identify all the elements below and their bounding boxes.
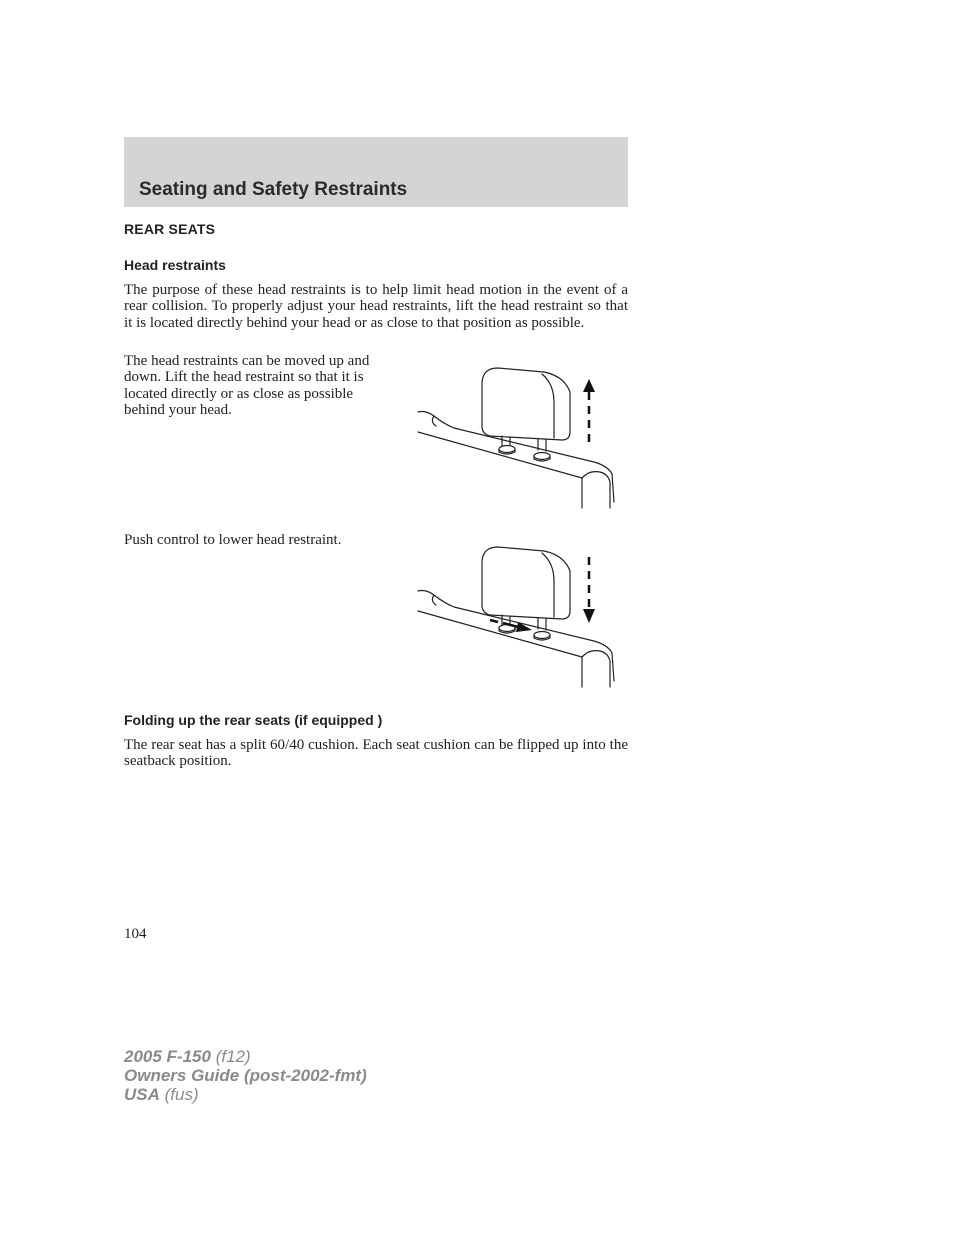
footer-market-code: (fus) [164, 1085, 199, 1104]
paragraph-moved: The head restraints can be moved up and down. Lift the head restraint so that it is located directly or as close as possible behind your head. [124, 353, 370, 418]
paragraph-purpose: The purpose of these head restraints is to help limit head motion in the event of a rear collision. To properly adjust your head restraints, lift the head restraint so that it is located directly behind your head or as close to that position as possible. [124, 282, 628, 331]
heading-rear-seats: REAR SEATS [124, 221, 216, 237]
paragraph-push-control: Push control to lower head restraint. [124, 532, 342, 548]
page-number: 104 [124, 926, 147, 942]
footer-model-code: (f12) [215, 1047, 251, 1066]
head-restraint-lower-illustration [414, 541, 620, 691]
footer-market: USA [124, 1085, 160, 1104]
footer-line-market [124, 1085, 367, 1104]
footer-model: 2005 F-150 [124, 1047, 211, 1066]
subheading-head-restraints: Head restraints [124, 257, 226, 273]
paragraph-folding: The rear seat has a split 60/40 cushion. Each seat cushion can be flipped up into the seatback position. [124, 737, 628, 770]
head-restraint-raise-illustration [414, 362, 620, 512]
section-header-band [124, 137, 628, 207]
document-footer [124, 1047, 367, 1104]
footer-guide: Owners Guide (post-2002-fmt) [124, 1066, 367, 1085]
subheading-folding-rear-seats: Folding up the rear seats (if equipped ) [124, 712, 383, 728]
footer-line-model [124, 1047, 367, 1066]
footer-line-guide [124, 1066, 367, 1085]
section-title: Seating and Safety Restraints [139, 179, 408, 200]
